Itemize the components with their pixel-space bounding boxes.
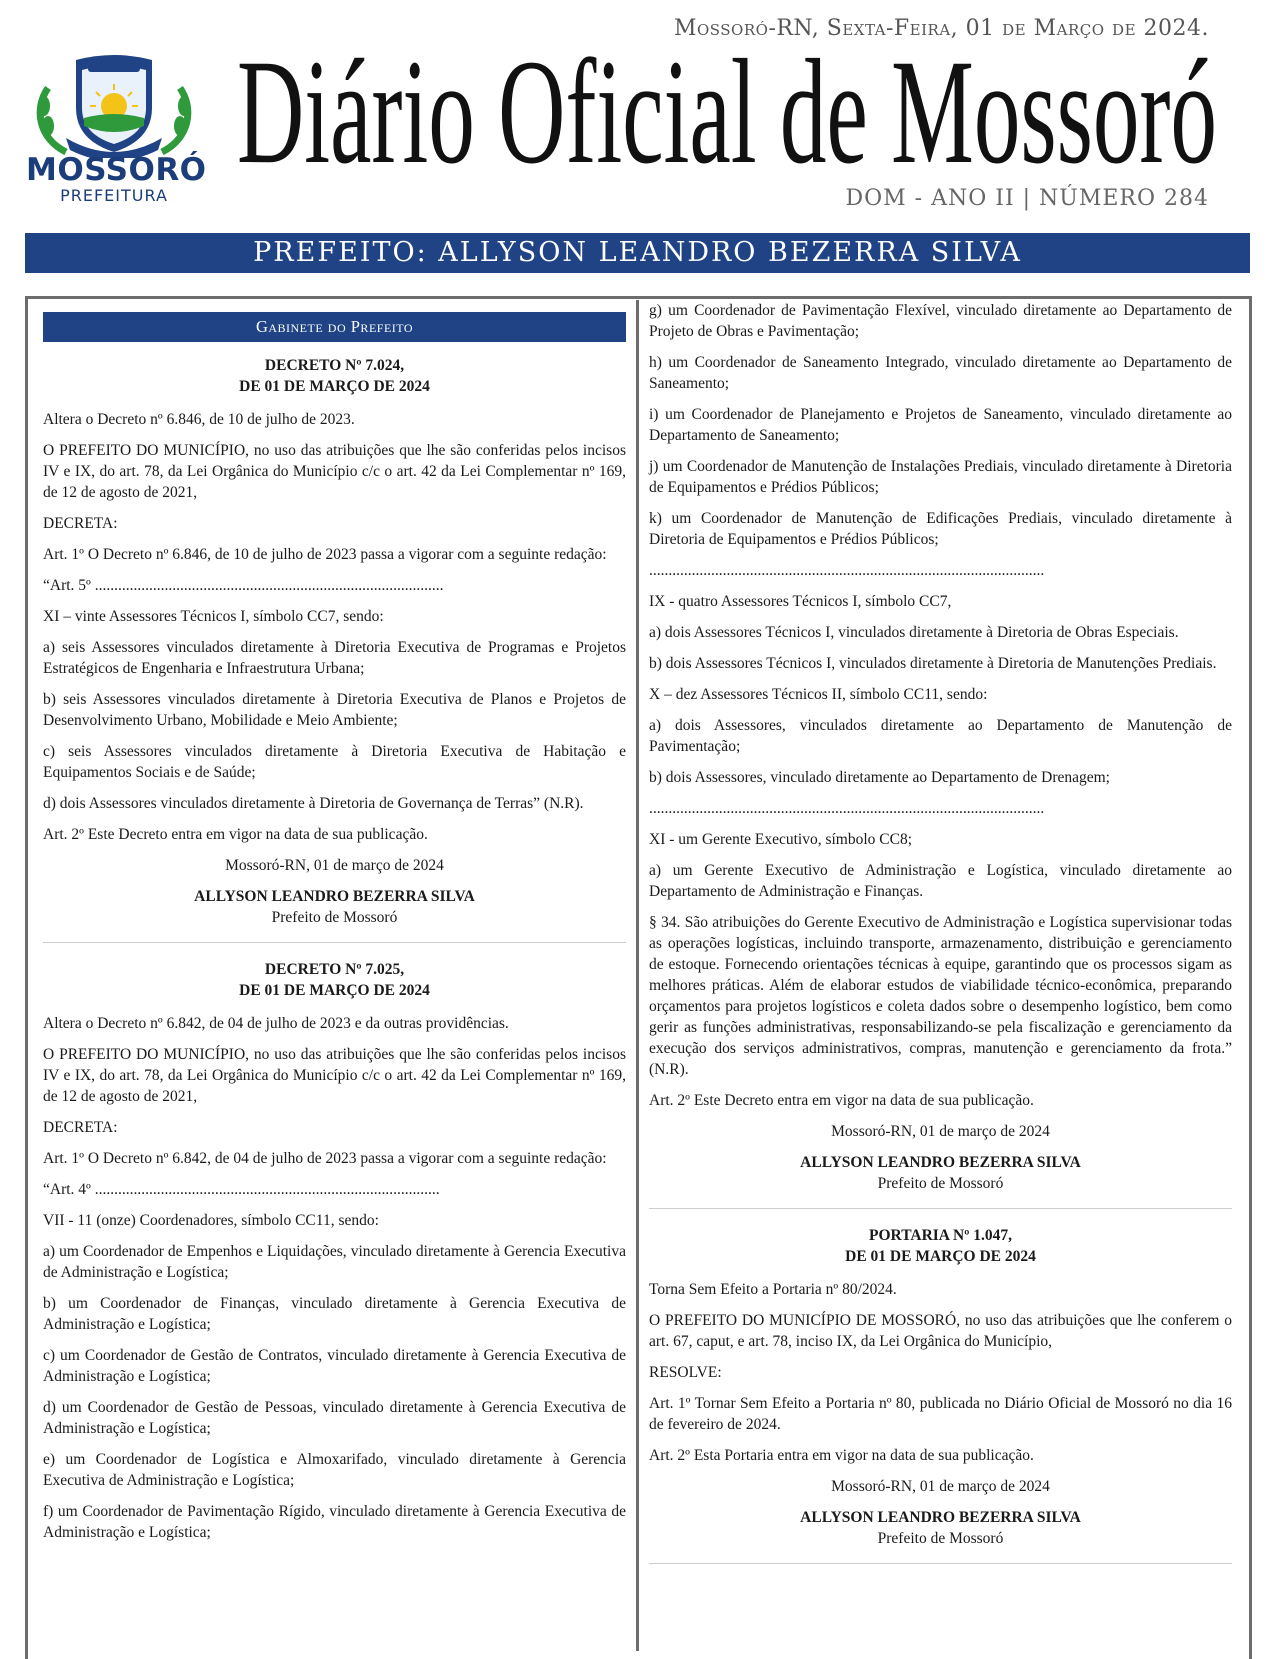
decree-item: a) seis Assessores vinculados diretamente à Diretoria Executiva de Programas e Projetos Estratégicos de Engenharia e Infraestrutura Urbana;: [43, 639, 626, 677]
decree-item: e) um Coordenador de Logística e Almoxarifado, vinculado diretamente à Gerencia Executiva de Administração e Logística;: [43, 1451, 626, 1489]
decree-ementa: Altera o Decreto nº 6.846, de 10 de julho de 2023.: [43, 411, 355, 428]
signature-place: Mossoró-RN, 01 de março de 2024: [225, 857, 444, 874]
decree-item: IX - quatro Assessores Técnicos I, símbolo CC7,: [649, 593, 952, 610]
separator: [649, 1563, 1232, 1564]
decree-article: Art. 1º O Decreto nº 6.846, de 10 de julho de 2023 passa a vigorar com a seguinte redação:: [43, 546, 607, 563]
section-header: Gabinete do Prefeito: [43, 312, 626, 342]
left-column: [43, 312, 626, 1553]
decree-article: Art. 2º Este Decreto entra em vigor na data de sua publicação.: [649, 1092, 1034, 1109]
decree-item: f) um Coordenador de Pavimentação Rígido, vinculado diretamente à Gerencia Executiva de Administração e Logística;: [43, 1503, 626, 1541]
signature-place: Mossoró-RN, 01 de março de 2024: [831, 1478, 1050, 1495]
signer-role: Prefeito de Mossoró: [271, 909, 398, 926]
decree-paragraph: § 34. São atribuições do Gerente Executivo de Administração e Logística supervisionar todas as operações logísticas, incluindo transporte, armazenamento, distribuição e gerenciamento de estoque. Fornecendo orientações técnicas à equipe, garantindo que os processos sigam as melhores práticas. Além de elaborar estudos de viabilidade técnico-econômica, preparando orçamentos para projetos logísticos e coleta dados sobre o desempenho logístico, bem como gerir as funções administrativas, responsabilizando-se pela fiscalização e gerenciamento da execução dos serviços administrativos, compras, manutenção e gerenciamento da frota.” (N.R).: [649, 914, 1232, 1078]
decree-item: a) dois Assessores, vinculados diretamente ao Departamento de Manutenção de Pavimentação;: [649, 717, 1232, 755]
column-divider: [636, 300, 639, 1651]
decree-decreta: DECRETA:: [43, 515, 118, 532]
signature-block: [649, 1507, 1232, 1549]
decree-item: b) dois Assessores Técnicos I, vinculados diretamente à Diretoria de Manutenções Prediais.: [649, 655, 1217, 672]
decree-ementa: Altera o Decreto nº 6.842, de 04 de julho de 2023 e da outras providências.: [43, 1015, 509, 1032]
signature-block: [649, 1152, 1232, 1194]
portaria-article: Art. 2º Esta Portaria entra em vigor na data de sua publicação.: [649, 1447, 1034, 1464]
mayor-banner: PREFEITO: ALLYSON LEANDRO BEZERRA SILVA: [25, 233, 1250, 273]
signer-role: Prefeito de Mossoró: [877, 1175, 1004, 1192]
decree-article: Art. 1º O Decreto nº 6.842, de 04 de julho de 2023 passa a vigorar com a seguinte redação:: [43, 1150, 607, 1167]
decree-item: c) seis Assessores vinculados diretamente à Diretoria Executiva de Habitação e Equipamentos Sociais e de Saúde;: [43, 743, 626, 781]
decree-item: d) um Coordenador de Gestão de Pessoas, vinculado diretamente à Gerencia Executiva de Administração e Logística;: [43, 1399, 626, 1437]
city-seal-icon: [26, 48, 202, 158]
decree-preamble: O PREFEITO DO MUNICÍPIO, no uso das atribuições que lhe são conferidas pelos incisos IV e IX, do art. 78, da Lei Orgânica do Município c/c o art. 42 da Lei Complementar nº 169, de 12 de agosto de 2021,: [43, 1046, 626, 1105]
ellipsis-line: ......................................................................................................: [649, 562, 1045, 579]
decree-item: h) um Coordenador de Saneamento Integrado, vinculado diretamente ao Departamento de Saneamento;: [649, 354, 1232, 392]
decree-item: a) um Gerente Executivo de Administração e Logística, vinculado diretamente ao Departamento de Administração e Finanças.: [649, 862, 1232, 900]
signer-role: Prefeito de Mossoró: [877, 1530, 1004, 1547]
portaria-title: PORTARIA Nº 1.047, DE 01 DE MARÇO DE 2024: [845, 1227, 1036, 1265]
decree-title: DECRETO Nº 7.024, DE 01 DE MARÇO DE 2024: [239, 357, 430, 395]
decree-item: b) seis Assessores vinculados diretamente à Diretoria Executiva de Planos e Projetos de Desenvolvimento Urbano, Mobilidade e Meio Ambiente;: [43, 691, 626, 729]
decree-item: b) dois Assessores, vinculado diretamente ao Departamento de Drenagem;: [649, 769, 1110, 786]
decree-item: VII - 11 (onze) Coordenadores, símbolo CC11, sendo:: [43, 1212, 379, 1229]
decree-item: k) um Coordenador de Manutenção de Edificações Prediais, vinculado diretamente à Diretoria de Equipamentos e Prédios Públicos;: [649, 510, 1232, 548]
newspaper-masthead: [232, 38, 1222, 180]
separator: [649, 1208, 1232, 1209]
decree-item: d) dois Assessores vinculados diretamente à Diretoria de Governança de Terras” (N.R).: [43, 795, 584, 812]
decree-article: “Art. 5º ..........................................................................................: [43, 577, 444, 594]
decree-article: “Art. 4º .........................................................................................: [43, 1181, 440, 1198]
decree-article: Art. 2º Este Decreto entra em vigor na data de sua publicação.: [43, 826, 428, 843]
logo-subtitle: PREFEITURA: [60, 186, 168, 205]
decree-item: X – dez Assessores Técnicos II, símbolo CC11, sendo:: [649, 686, 988, 703]
decree-item: i) um Coordenador de Planejamento e Projetos de Saneamento, vinculado diretamente ao Departamento de Saneamento;: [649, 406, 1232, 444]
portaria-ementa: Torna Sem Efeito a Portaria nº 80/2024.: [649, 1281, 897, 1298]
decree-item: a) dois Assessores Técnicos I, vinculados diretamente à Diretoria de Obras Especiais.: [649, 624, 1179, 641]
portaria-resolve: RESOLVE:: [649, 1364, 722, 1381]
decree-preamble: O PREFEITO DO MUNICÍPIO, no uso das atribuições que lhe são conferidas pelos incisos IV e IX, do art. 78, da Lei Orgânica do Município c/c o art. 42 da Lei Complementar nº 169, de 12 de agosto de 2021,: [43, 442, 626, 501]
signer-name: ALLYSON LEANDRO BEZERRA SILVA: [800, 1154, 1081, 1171]
decree-item: j) um Coordenador de Manutenção de Instalações Prediais, vinculado diretamente à Diretoria de Equipamentos e Prédios Públicos;: [649, 458, 1232, 496]
right-column: [649, 300, 1232, 1580]
ellipsis-line: ......................................................................................................: [649, 800, 1045, 817]
decree-item: a) um Coordenador de Empenhos e Liquidações, vinculado diretamente à Gerencia Executiva de Administração e Logística;: [43, 1243, 626, 1281]
decree-item: b) um Coordenador de Finanças, vinculado diretamente à Gerencia Executiva de Administração e Logística;: [43, 1295, 626, 1333]
edition-number: DOM - ANO II | NÚMERO 284: [845, 186, 1209, 211]
decree-title: DECRETO Nº 7.025, DE 01 DE MARÇO DE 2024: [239, 961, 430, 999]
decree-item: g) um Coordenador de Pavimentação Flexível, vinculado diretamente ao Departamento de Projeto de Obras e Pavimentação;: [649, 302, 1232, 340]
decree-item: c) um Coordenador de Gestão de Contratos, vinculado diretamente à Gerencia Executiva de Administração e Logística;: [43, 1347, 626, 1385]
signer-name: ALLYSON LEANDRO BEZERRA SILVA: [800, 1509, 1081, 1526]
decree-item: XI – vinte Assessores Técnicos I, símbolo CC7, sendo:: [43, 608, 384, 625]
decree-item: XI - um Gerente Executivo, símbolo CC8;: [649, 831, 913, 848]
signature-place: Mossoró-RN, 01 de março de 2024: [831, 1123, 1050, 1140]
portaria-article: Art. 1º Tornar Sem Efeito a Portaria nº 80, publicada no Diário Oficial de Mossoró no dia 16 de fevereiro de 2024.: [649, 1395, 1232, 1433]
publication-date: Mossoró-RN, Sexta-Feira, 01 de Março de 2024.: [673, 16, 1209, 41]
portaria-preamble: O PREFEITO DO MUNICÍPIO DE MOSSORÓ, no uso das atribuições que lhe conferem o art. 67, caput, e art. 78, inciso IX, da Lei Orgânica do Município,: [649, 1312, 1232, 1350]
signature-block: [43, 886, 626, 928]
masthead-title: Diário Oficial de Mossoró: [237, 38, 1217, 180]
separator: [43, 942, 626, 943]
logo-wordmark: MOSSORÓ: [26, 152, 207, 188]
signer-name: ALLYSON LEANDRO BEZERRA SILVA: [194, 888, 475, 905]
decree-decreta: DECRETA:: [43, 1119, 118, 1136]
